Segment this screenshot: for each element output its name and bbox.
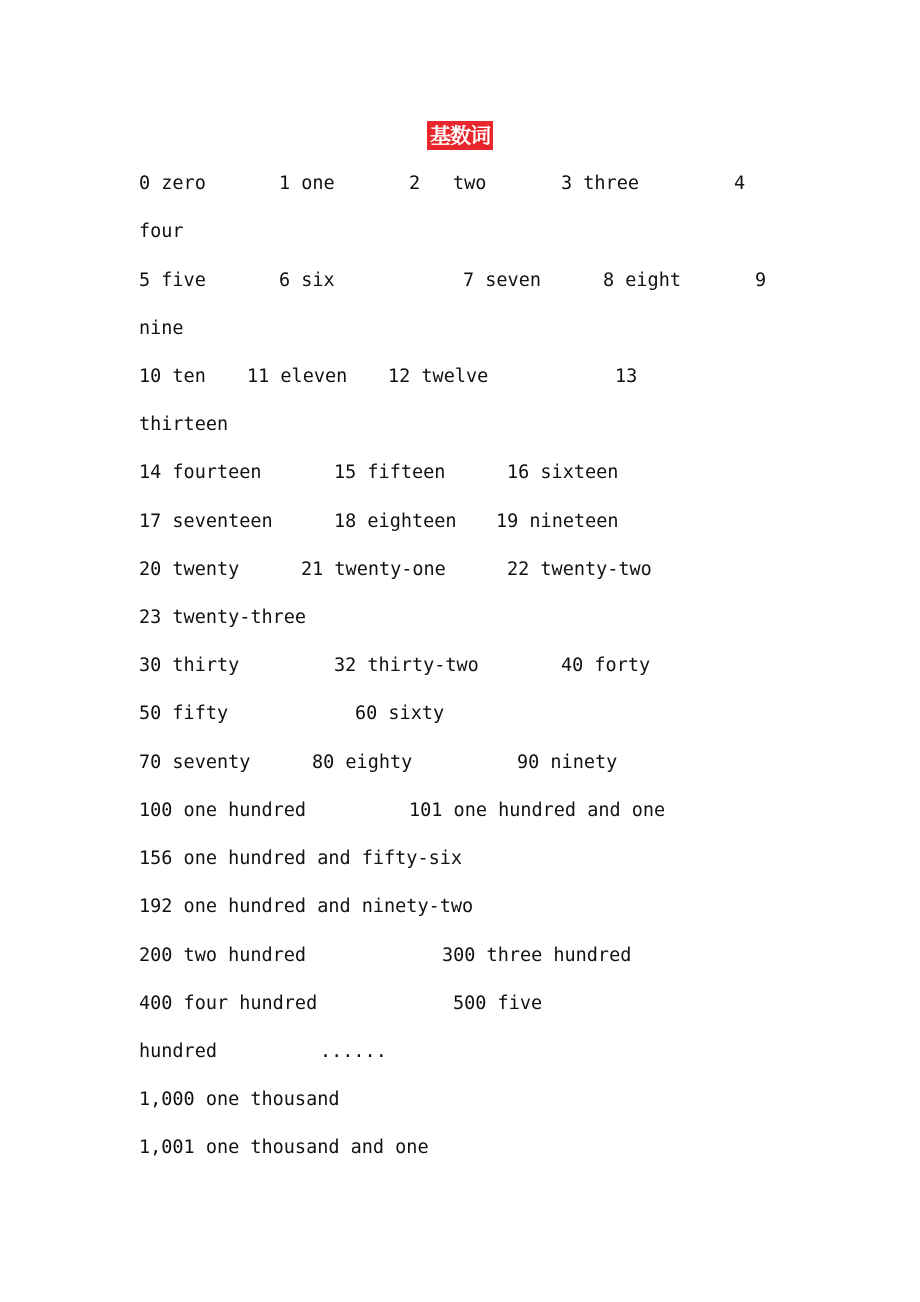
number-word: 15 fifteen bbox=[334, 462, 446, 483]
number-word: 7 seven bbox=[463, 270, 541, 291]
text-line bbox=[0, 1040, 920, 1064]
text-line bbox=[0, 461, 920, 485]
number-word: 1 one bbox=[279, 173, 335, 194]
number-word: 12 twelve bbox=[388, 366, 489, 387]
text-line bbox=[0, 751, 920, 775]
number-word: 192 one hundred and ninety-two bbox=[139, 896, 474, 917]
number-word: 3 three bbox=[561, 173, 639, 194]
number-word: 19 nineteen bbox=[496, 511, 619, 532]
text-line bbox=[0, 1088, 920, 1112]
number-word: 2 bbox=[409, 173, 421, 194]
text-line bbox=[0, 365, 920, 389]
text-line bbox=[0, 172, 920, 196]
number-word: 16 sixteen bbox=[507, 462, 619, 483]
number-word: 13 bbox=[615, 366, 638, 387]
number-word: 8 eight bbox=[603, 270, 681, 291]
number-word: 11 eleven bbox=[247, 366, 348, 387]
number-word: 17 seventeen bbox=[139, 511, 273, 532]
number-word: 32 thirty-two bbox=[334, 655, 479, 676]
number-word: 40 forty bbox=[561, 655, 651, 676]
number-word: four bbox=[139, 221, 184, 242]
text-line bbox=[0, 413, 920, 437]
number-word: 300 three hundred bbox=[442, 945, 632, 966]
text-line bbox=[0, 702, 920, 726]
text-line bbox=[0, 847, 920, 871]
number-word: 80 eighty bbox=[312, 752, 413, 773]
number-word: 0 zero bbox=[139, 173, 206, 194]
text-line bbox=[0, 944, 920, 968]
text-line bbox=[0, 992, 920, 1016]
number-word: 70 seventy bbox=[139, 752, 251, 773]
text-line bbox=[0, 799, 920, 823]
number-word: nine bbox=[139, 318, 184, 339]
text-line bbox=[0, 220, 920, 244]
text-line bbox=[0, 510, 920, 534]
ellipsis: ...... bbox=[320, 1041, 387, 1062]
number-word: hundred bbox=[139, 1041, 217, 1062]
number-word: 30 thirty bbox=[139, 655, 240, 676]
text-line bbox=[0, 317, 920, 341]
number-word: 5 five bbox=[139, 270, 206, 291]
text-line bbox=[0, 269, 920, 293]
number-word: 50 fifty bbox=[139, 703, 229, 724]
number-word: 200 two hundred bbox=[139, 945, 307, 966]
number-word: 4 bbox=[734, 173, 746, 194]
number-word: 10 ten bbox=[139, 366, 206, 387]
number-word: 1,001 one thousand and one bbox=[139, 1137, 429, 1158]
number-word: 6 six bbox=[279, 270, 335, 291]
number-word: 156 one hundred and fifty-six bbox=[139, 848, 463, 869]
page-title: 基数词 bbox=[427, 121, 493, 150]
number-word: 23 twenty-three bbox=[139, 607, 307, 628]
number-word: 21 twenty-one bbox=[301, 559, 446, 580]
text-line bbox=[0, 558, 920, 582]
number-word: 90 ninety bbox=[517, 752, 618, 773]
number-word: 1,000 one thousand bbox=[139, 1089, 340, 1110]
number-word: 500 five bbox=[453, 993, 543, 1014]
number-word: 9 bbox=[755, 270, 767, 291]
number-word: two bbox=[453, 173, 487, 194]
text-line bbox=[0, 606, 920, 630]
number-word: 18 eighteen bbox=[334, 511, 457, 532]
number-word: 400 four hundred bbox=[139, 993, 318, 1014]
number-word: 60 sixty bbox=[355, 703, 445, 724]
text-line bbox=[0, 654, 920, 678]
number-word: 14 fourteen bbox=[139, 462, 262, 483]
number-word: 100 one hundred bbox=[139, 800, 307, 821]
number-word: thirteen bbox=[139, 414, 229, 435]
number-word: 20 twenty bbox=[139, 559, 240, 580]
text-line bbox=[0, 1136, 920, 1160]
text-line bbox=[0, 895, 920, 919]
number-word: 22 twenty-two bbox=[507, 559, 652, 580]
number-word: 101 one hundred and one bbox=[409, 800, 666, 821]
